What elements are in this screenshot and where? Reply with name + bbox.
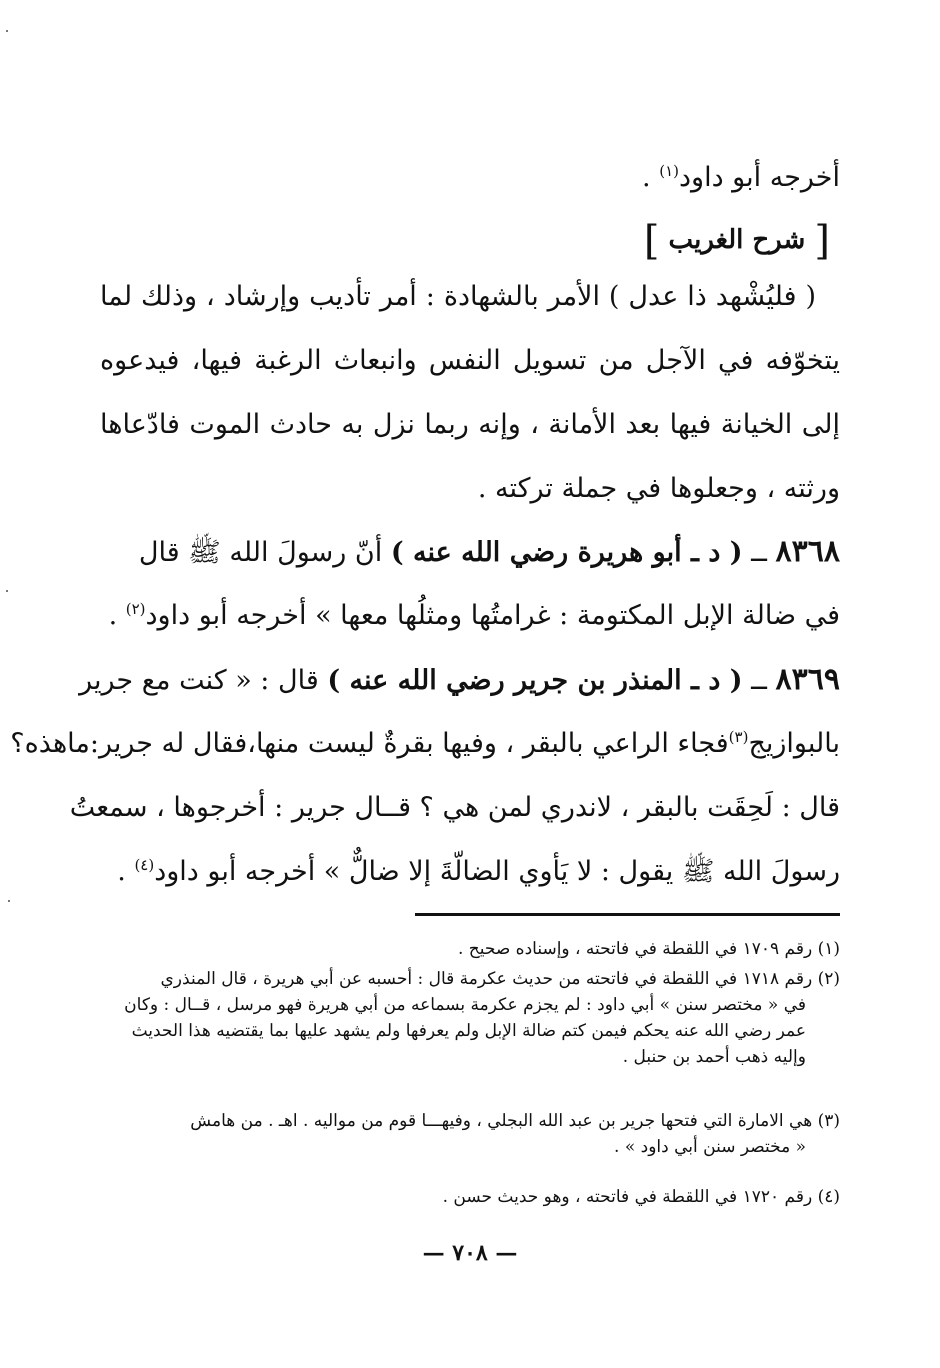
footnote-1-text: رقم ١٧٠٩ في اللقطة في فاتحته ، وإسناده صحيح . (457, 939, 813, 959)
bracket-open: [ (814, 218, 830, 264)
footnote-1 (100, 936, 840, 962)
opening-end: . (642, 162, 651, 193)
footnote-ref-1: (١) (659, 162, 680, 180)
footnote-ref-4: (٤) (134, 856, 155, 874)
hadith-8369-text-2a: بالبوازيج (748, 728, 840, 759)
hadith-8369-line-2 (10, 712, 840, 776)
footnote-4-number: (٤) (817, 1187, 840, 1207)
hadith-8369-end: . (117, 856, 126, 887)
footnote-2 (100, 966, 840, 1070)
hadith-8368-line-2 (100, 584, 840, 648)
hadith-8369-text-3: قال : لَحِقَت بالبقر ، لاندري لمن هي ؟ قــال جرير : أخرجوها ، سمعتُ (69, 792, 840, 823)
footnote-3 (100, 1108, 840, 1160)
heading-text: شرح الغريب (668, 225, 806, 255)
footnote-3-text: هي الامارة التي فتحها جرير بن عبد الله البجلي ، وفيهـــا قوم من مواليه . اهـ . من هامش (190, 1111, 813, 1131)
hadith-8369-line-4 (100, 840, 840, 904)
hadith-8369-text-2b: فجاء الراعي بالبقر ، وفيها بقرةٌ ليست منها،فقال له جرير:ماهذه؟ (10, 728, 729, 759)
page-number: — ٧٠٨ — (422, 1240, 518, 1266)
footnote-4 (100, 1184, 840, 1210)
section-heading (644, 218, 830, 264)
footnote-2-text: رقم ١٧١٨ في اللقطة في فاتحته من حديث عكرمة قال : أحسبه عن أبي هريرة ، قال المنذري (160, 969, 813, 989)
hadith-8369-line-3 (69, 776, 840, 840)
hadith-8369-line-1 (79, 648, 840, 713)
footnote-4-text: رقم ١٧٢٠ في اللقطة في فاتحته ، وهو حديث حسن . (442, 1187, 813, 1207)
footnote-ref-2: (٢) (125, 600, 146, 618)
footnote-2-line-2: في « مختصر سنن » أبي داود : لم يجزم عكرمة بسماعه من أبي هريرة فهو مرسل ، قــال : وكان (124, 995, 806, 1015)
opening-line (100, 148, 840, 208)
footnote-3-number: (٣) (817, 1111, 840, 1131)
hadith-8369-text-1: قال : « كنت مع جرير (79, 665, 319, 696)
footnote-2-line-4: وإليه ذهب أحمد بن حنبل . (622, 1047, 806, 1067)
hadith-8369-text-4: رسولَ الله ﷺ يقول : لا يَأوي الضالّةَ إلا ضالٌّ » أخرجه أبو داود (154, 856, 840, 887)
hadith-8368-dash: ــ (751, 537, 767, 568)
hadith-8368-end: . (108, 600, 118, 631)
footnote-2-line-1 (100, 966, 840, 992)
footnote-ref-3: (٣) (728, 728, 749, 746)
footnote-3-line-1 (100, 1108, 840, 1134)
hadith-8368-line-1 (100, 520, 840, 585)
hadith-8368-number: ٨٣٦٨ (775, 534, 840, 569)
gloss-paragraph: ( فليُشْهد ذا عدل ) الأمر بالشهادة : أمر تأديب وإرشاد ، وذلك لما يتخوّفه في الآجل من تسويل النفس وانبعاث الرغبة فيها، فيدعوه إلى الخيانة فيها بعد الأمانة ، وإنه ربما نزل به حادث الموت فادّعاها ورثته ، وجعلوها في جملة تركته . (100, 281, 840, 504)
footnote-1-number: (١) (817, 939, 840, 959)
footnote-separator (415, 913, 840, 916)
footnote-2-number: (٢) (817, 969, 840, 989)
hadith-8368-text-2: في ضالة الإبل المكتومة : غرامتُها ومثلُها معها » أخرجه أبو داود (145, 600, 840, 631)
hadith-8368-narrator: ( د ـ أبو هريرة رضي الله عنه ) (390, 537, 743, 568)
scan-speck (6, 30, 8, 32)
footnote-3-line-2: « مختصر سنن أبي داود » . (614, 1137, 806, 1157)
scan-speck (8, 900, 10, 902)
scan-speck (6, 590, 8, 592)
hadith-8369-dash: ــ (751, 665, 767, 696)
hadith-8369-narrator: ( د ـ المنذر بن جرير رضي الله عنه ) (327, 665, 743, 696)
bracket-close: ] (643, 218, 660, 264)
hadith-8369-number: ٨٣٦٩ (775, 662, 840, 697)
opening-text: أخرجه أبو داود (679, 162, 840, 193)
footnote-2-line-3: عمر رضي الله عنه يحكم فيمن كتم ضالة الإبل ولم يعرفها ولم يشهد عليها بما يقتضيه هذا الحديث (131, 1021, 806, 1041)
hadith-8368-text-1: أنّ رسولَ الله ﷺ قال (138, 537, 383, 568)
